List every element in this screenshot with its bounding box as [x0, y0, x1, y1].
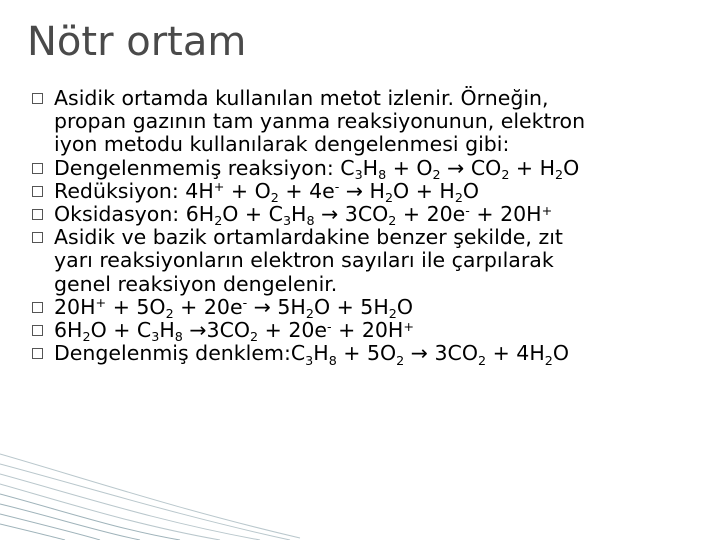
paragraph-4 — [32, 202, 702, 229]
paragraph-2 — [32, 155, 702, 183]
bullet-icon — [32, 302, 43, 313]
bullet-icon — [32, 163, 43, 174]
paragraph-5 — [32, 226, 702, 296]
bullet-icon — [32, 325, 43, 336]
text-line: Asidik ortamda kullanılan metot izlenir. Örneğin, — [54, 86, 549, 110]
bullet-icon — [32, 209, 43, 220]
equation-balanced: Dengelenmiş $denklem:C_3H_8 + 5O_2 \to 3CO_2 + 4H_2O$ — [54, 341, 569, 368]
paragraph-1 — [32, 87, 702, 157]
bullet-icon — [32, 348, 43, 359]
equation-oxidation: Oksidasyon: $6H_2O + C_3H_8 \to 3CO_2 + 20e^- + 20H^+$ — [54, 202, 553, 229]
text-line: genel reaksiyon dengelenir. — [54, 271, 338, 296]
paragraph-8 — [32, 341, 702, 368]
text-line: yarı reaksiyonların elektron sayıları ile çarpılarak — [54, 248, 554, 273]
paragraph-7 — [32, 318, 702, 345]
text-line: iyon metodu kullanılarak dengelenmesi gibi: — [54, 132, 510, 157]
decorative-wave-lines — [0, 450, 720, 540]
equation-oxidation-repeated: $6H_2O + C_3H_8 \to 3CO_2 + 20e^- + 20H^+$ — [54, 318, 415, 345]
bullet-icon — [32, 186, 43, 197]
equation-reduction-multiplied: $20H^+ + 5O_2 + 20e^- \to 5H_2O + 5H_2O$ — [54, 294, 413, 322]
equation-reduction: Redüksiyon: $4H^+ + O_2 + 4e^- \to H_2O + H_2O$ — [54, 178, 480, 206]
bullet-icon — [32, 232, 43, 243]
text-line: Asidik ve bazik ortamlardakine benzer şekilde, zıt — [54, 225, 563, 250]
bullet-icon — [32, 93, 43, 104]
text-line: propan gazının tam yanma reaksiyonunun, elektron — [54, 109, 586, 134]
slide-body — [32, 86, 702, 368]
paragraph-3 — [32, 178, 702, 206]
paragraph-6 — [32, 294, 702, 322]
slide-title: Nötr ortam — [27, 19, 247, 65]
equation-unbalanced: Dengelenmemiş reaksiyon: $C_3H_8 + O_2 \to CO_2 + H_2O$ — [54, 155, 580, 183]
